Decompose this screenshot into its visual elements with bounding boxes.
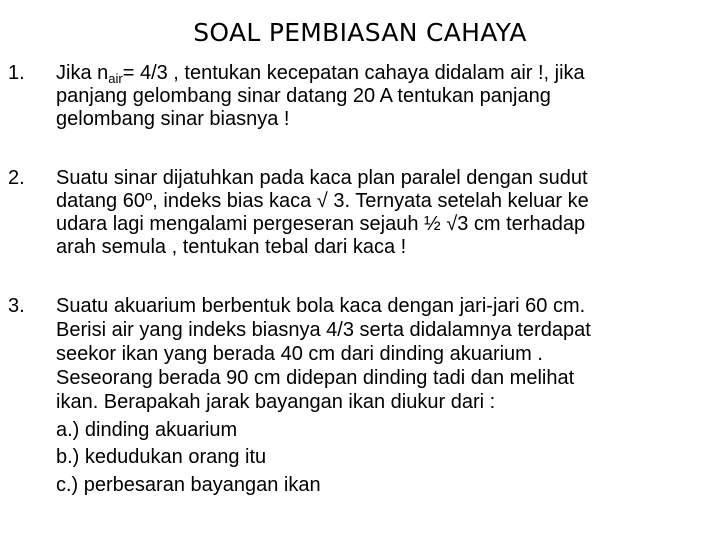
question-text — [56, 62, 702, 131]
question-line: datang 60º, indeks bias kaca √ 3. Ternyata setelah keluar ke — [56, 190, 589, 212]
page-title: SOAL PEMBIASAN CAHAYA — [193, 18, 527, 47]
question-line: udara lagi mengalami pergeseran sejauh ½ √3 cm terhadap — [56, 213, 586, 235]
question-line: Berisi air yang indeks biasnya 4/3 serta didalamnya terdapat — [56, 318, 591, 341]
sub-item-a: a.) dinding akuarium — [56, 418, 238, 441]
subscript: air — [108, 71, 123, 86]
question-line: gelombang sinar biasnya ! — [56, 108, 290, 130]
question-text — [56, 295, 702, 498]
question-number: 3. — [8, 295, 25, 317]
question-line: ikan. Berapakah jarak bayangan ikan diukur dari : — [56, 390, 496, 413]
question-text — [56, 167, 702, 259]
question-line: panjang gelombang sinar datang 20 A tentukan panjang — [56, 85, 551, 107]
question-line: Suatu sinar dijatuhkan pada kaca plan paralel dengan sudut — [56, 167, 588, 189]
question-line: seekor ikan yang berada 40 cm dari dinding akuarium . — [56, 342, 543, 365]
question-line: Suatu akuarium berbentuk bola kaca dengan jari-jari 60 cm. — [56, 295, 586, 317]
question-line-post: = 4/3 , tentukan kecepatan cahaya didalam air !, jika — [122, 62, 585, 84]
question-line — [56, 62, 702, 85]
sub-item-b: b.) kedudukan orang itu — [56, 446, 267, 469]
question-line: arah semula , tentukan tebal dari kaca ! — [56, 236, 407, 258]
question-line: Seseorang berada 90 cm didepan dinding tadi dan melihat — [56, 366, 575, 389]
question-line-pre: Jika n — [56, 62, 109, 84]
question-number: 1. — [8, 62, 25, 84]
question-number: 2. — [8, 167, 25, 189]
sub-item-c: c.) perbesaran bayangan ikan — [56, 474, 321, 497]
